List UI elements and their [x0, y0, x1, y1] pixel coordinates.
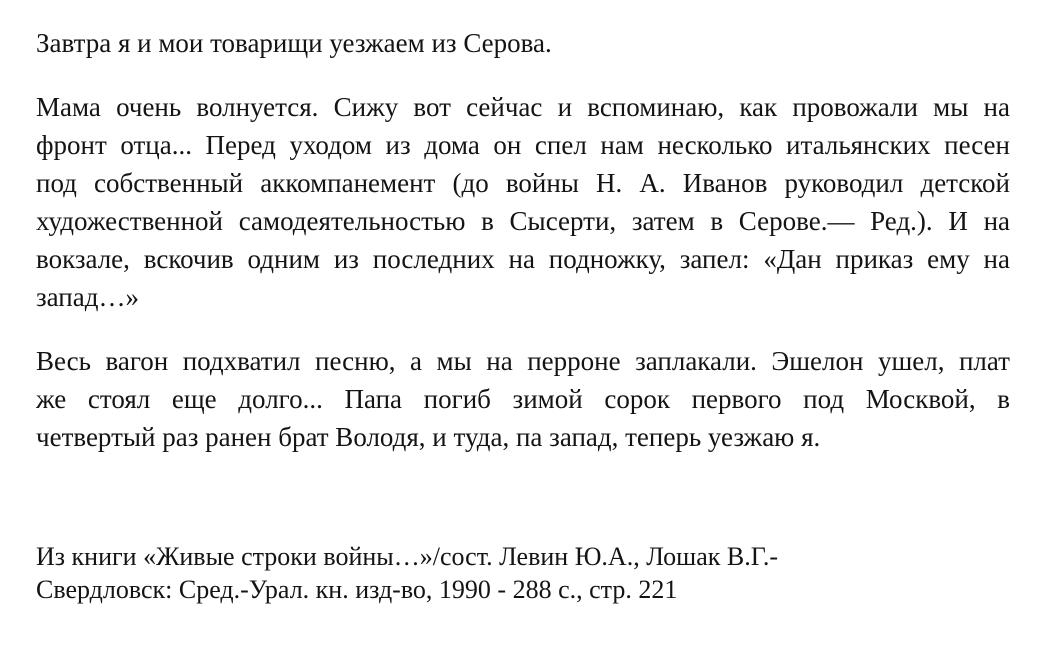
text-line: четвертый раз ранен брат Володя, и туда, па запад, теперь уезжаю я. [36, 422, 821, 452]
text-line: под собственный аккомпанемент (до войны Н. А. Иванов руководил детской [36, 168, 1010, 198]
text-line: Весь вагон подхватил песню, а мы на перроне заплакали. Эшелон ушел, плат [36, 346, 1010, 376]
text-line: фронт отца... Перед уходом из дома он спел нам несколько итальянских песен [36, 130, 1010, 160]
text-line: же стоял еще долго... Папа погиб зимой сорок первого под Москвой, в [36, 384, 1010, 414]
text-line: художественной самодеятельностью в Сысерти, затем в Серове.— Ред.). И на [36, 206, 1010, 236]
text-line: запад…» [36, 282, 139, 312]
text-line: Мама очень волнуется. Сижу вот сейчас и вспоминаю, как провожали мы на [36, 92, 1010, 122]
text-line: Завтра я и мои товарищи уезжаем из Серова. [36, 28, 552, 58]
citation-line: Свердловск: Сред.-Урал. кн. изд-во, 1990 - 288 с., стр. 221 [36, 575, 678, 604]
paragraph-father-farewell [36, 88, 1010, 316]
paragraph-departure [36, 24, 1010, 62]
paragraph-train-departs [36, 342, 1010, 456]
text-line: вокзале, вскочив одним из последних на подножку, запел: «Дан приказ ему на [36, 244, 1010, 274]
book-citation [36, 540, 1010, 606]
citation-line: Из книги «Живые строки войны…»/сост. Левин Ю.А., Лошак В.Г.- [36, 542, 778, 571]
